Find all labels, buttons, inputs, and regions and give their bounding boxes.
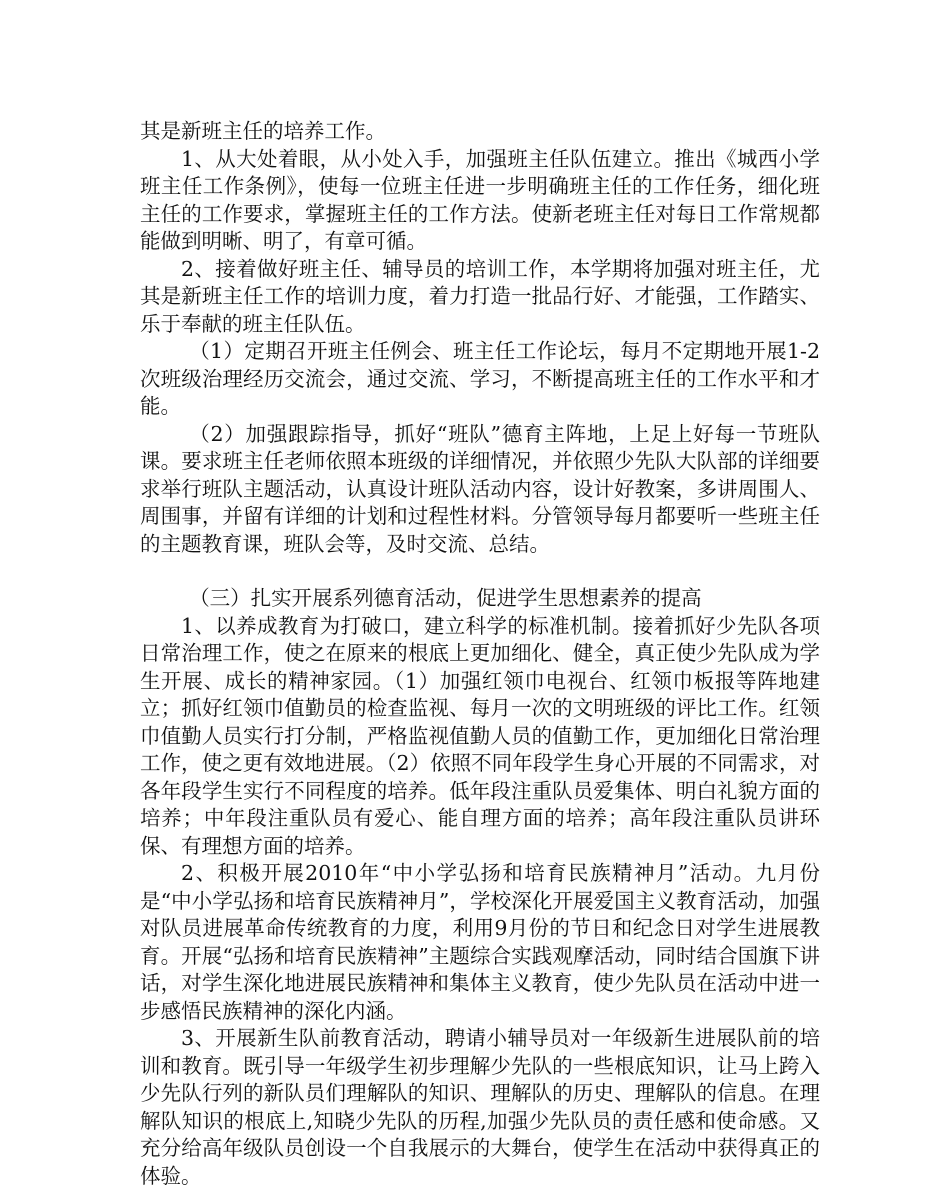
paragraph-activity-2: 2、积极开展2010年“中小学弘扬和培育民族精神月”活动。九月份是“中小学弘扬和培育民族精神月”，学校深化开展爱国主义教育活动，加强对队员进展革命传统教育的力度，利用9月份的节日和纪念日对学生进展教育。开展“弘扬和培育民族精神”主题综合实践观摩活动，同时结合国旗下讲话，对学生深化地进展民族精神和集体主义教育，使少先队员在活动中进一步感悟民族精神的深化内涵。 — [140, 861, 820, 1023]
paragraph-item-1: 1、从大处着眼，从小处入手，加强班主任队伍建立。推出《城西小学班主任工作条例》，使每一位班主任进一步明确班主任的工作任务，细化班主任的工作要求，掌握班主任的工作方法。使新老班主任对每日工作常规都能做到明晰、明了，有章可循。 — [140, 146, 820, 253]
document-page — [140, 118, 820, 1190]
paragraph-continuation: 其是新班主任的培养工作。 — [140, 119, 386, 143]
paragraph-activity-3: 3、开展新生队前教育活动，聘请小辅导员对一年级新生进展队前的培训和教育。既引导一年级学生初步理解少先队的一些根底知识，让马上跨入少先队行列的新队员们理解队的知识、理解队的历史、理解队的信息。在理解队知识的根底上,知晓少先队的历程,加强少先队员的责任感和使命感。又充分给高年级队员创设一个自我展示的大舞台，使学生在活动中获得真正的体验。 — [140, 1026, 820, 1188]
section-heading: （三）扎实开展系列德育活动，促进学生思想素养的提高 — [189, 586, 702, 610]
paragraph-spacer — [140, 558, 820, 585]
paragraph-item-2: 2、接着做好班主任、辅导员的培训工作，本学期将加强对班主任，尤其是新班主任工作的培训力度，着力打造一批品行好、才能强，工作踏实、乐于奉献的班主任队伍。 — [140, 256, 820, 336]
paragraph-activity-1: 1、以养成教育为打破口，建立科学的标准机制。接着抓好少先队各项日常治理工作，使之在原来的根底上更加细化、健全，真正使少先队成为学生开展、成长的精神家园。（1）加强红领巾电视台、红领巾板报等阵地建立；抓好红领巾值勤员的检查监视、每月一次的文明班级的评比工作。红领巾值勤人员实行打分制，严格监视值勤人员的值勤工作，更加细化日常治理工作，使之更有效地进展。（2）依照不同年段学生身心开展的不同需求，对各年段学生实行不同程度的培养。低年段注重队员爱集体、明白礼貌方面的培养；中年段注重队员有爱心、能自理方面的培养；高年段注重队员讲环保、有理想方面的培养。 — [140, 613, 820, 858]
paragraph-subitem-2: （2）加强跟踪指导，抓好“班队”德育主阵地，上足上好每一节班队课。要求班主任老师依照本班级的详细情况，并依照少先队大队部的详细要求举行班队主题活动，认真设计班队活动内容，设计好教案，多讲周围人、周围事，并留有详细的计划和过程性材料。分管领导每月都要听一些班主任的主题教育课，班队会等，及时交流、总结。 — [140, 421, 820, 556]
paragraph-subitem-1: （1）定期召开班主任例会、班主任工作论坛，每月不定期地开展1-2次班级治理经历交流会，通过交流、学习，不断提高班主任的工作水平和才能。 — [140, 339, 820, 418]
